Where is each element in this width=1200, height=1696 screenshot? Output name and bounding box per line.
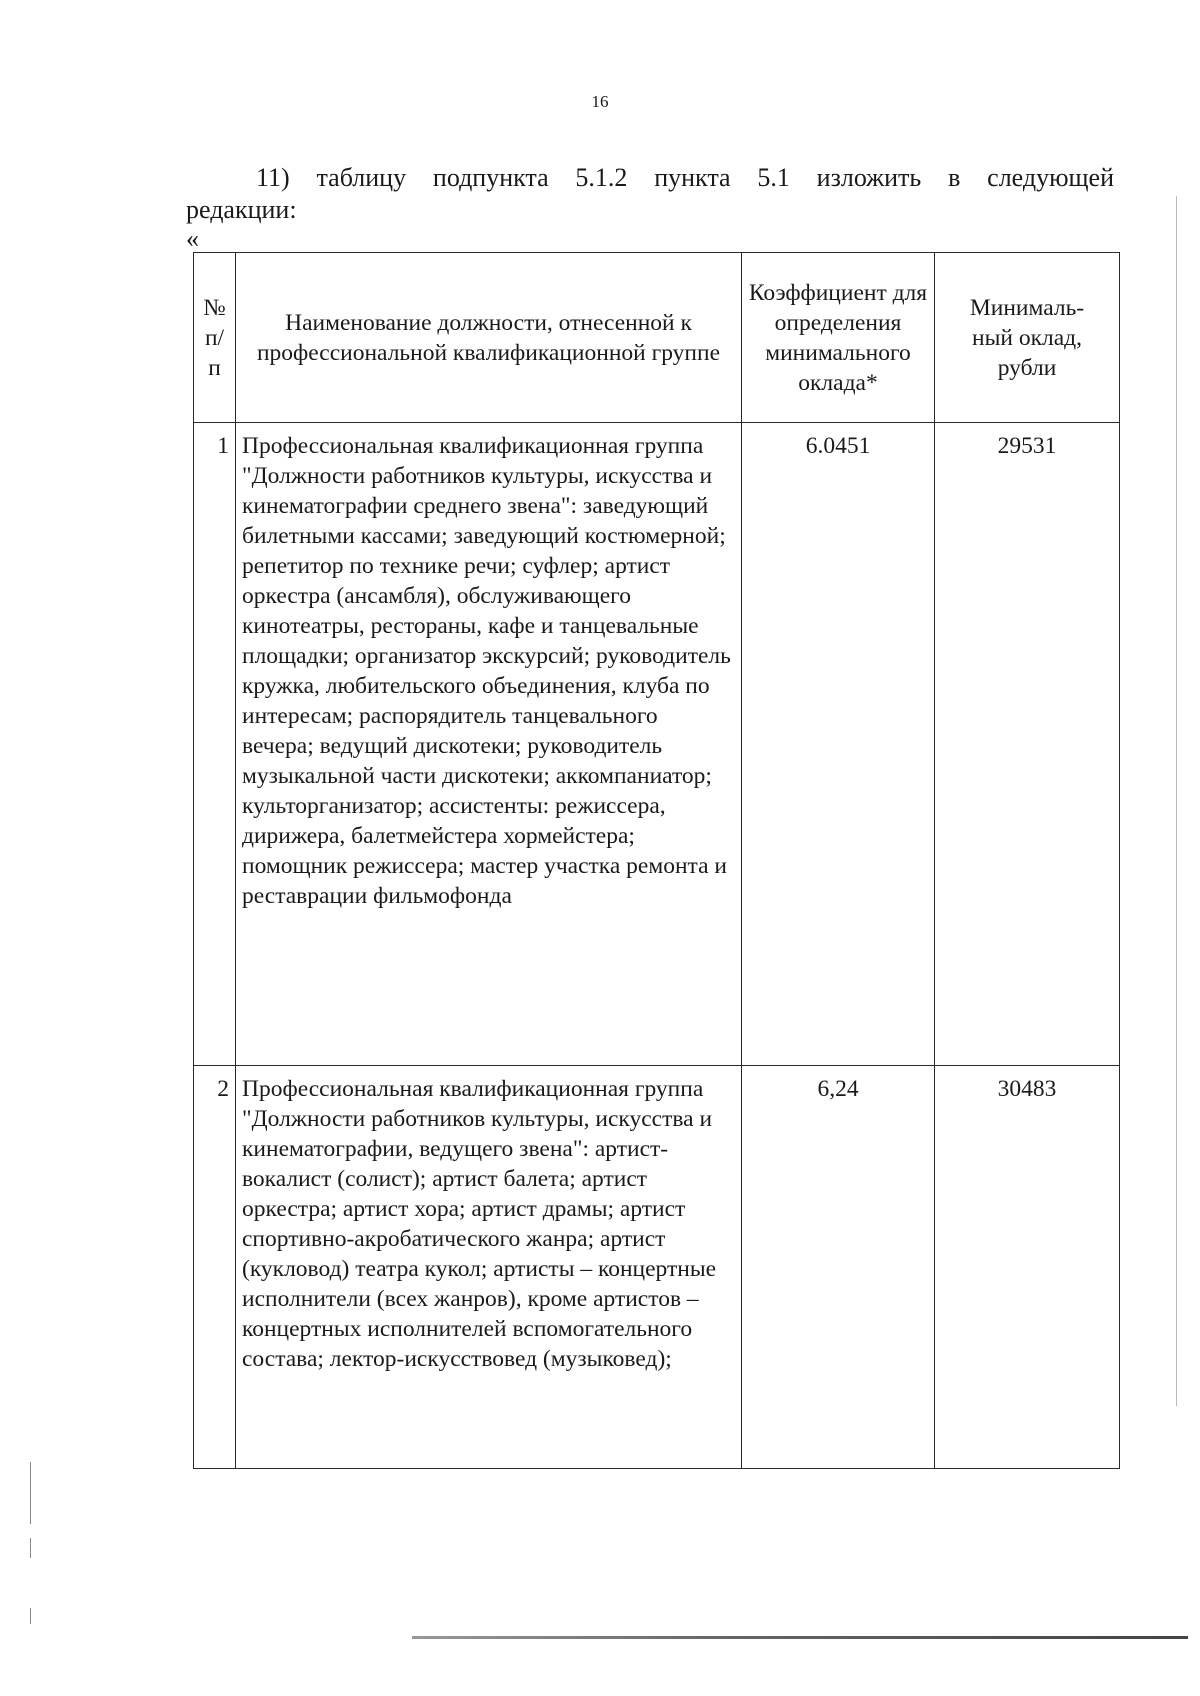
row-number: 2 xyxy=(194,1066,236,1469)
table-row xyxy=(194,423,1120,1066)
table-row xyxy=(194,1066,1120,1469)
header-num: № п/п xyxy=(194,253,236,423)
page-number: 16 xyxy=(591,92,609,111)
header-name: Наименование должности, отнесенной к профессиональной квалификационной группе xyxy=(236,253,742,423)
header-coefficient: Коэффициент для определения минимального оклада* xyxy=(742,253,935,423)
scan-margin-line xyxy=(30,1538,31,1558)
row-position-name: Профессиональная квалификационная группа "Должности работников культуры, искусства и кинематографии, ведущего звена": артист-вокалист (солист); артист балета; артист оркестра; артист хора; артист драмы; артист спортивно-акробатического жанра; артист (кукловод) театра кукол; артисты – концертные исполнители (всех жанров), кроме артистов – концертных исполнителей вспомогательного состава; лектор-искусствовед (музыковед); xyxy=(236,1066,742,1469)
intro-line-2: редакции: xyxy=(186,195,297,224)
table-header-row xyxy=(194,253,1120,423)
scan-margin-line xyxy=(30,1462,31,1524)
row-salary: 30483 xyxy=(935,1066,1120,1469)
row-position-name: Профессиональная квалификационная группа "Должности работников культуры, искусства и кинематографии среднего звена": заведующий билетными кассами; заведующий костюмерной; репетитор по технике речи; суфлер; артист оркестра (ансамбля), обслуживающего кинотеатры, рестораны, кафе и танцевальные площадки; организатор экскурсий; руководитель кружка, любительского объединения, клуба по интересам; распорядитель танцевального вечера; ведущий дискотеки; руководитель музыкальной части дискотеки; аккомпаниатор; культорганизатор; ассистенты: режиссера, дирижера, балетмейстера хормейстера; помощник режиссера; мастер участка ремонта и реставрации фильмофонда xyxy=(236,423,742,1066)
scan-margin-line xyxy=(30,1608,31,1624)
row-coefficient: 6,24 xyxy=(742,1066,935,1469)
row-salary: 29531 xyxy=(935,423,1120,1066)
scan-bottom-line xyxy=(412,1636,1188,1639)
positions-table xyxy=(193,252,1120,1469)
open-quote: « xyxy=(186,224,199,253)
intro-line-1: 11) таблицу подпункта 5.1.2 пункта 5.1 изложить в следующей xyxy=(256,163,1114,192)
row-coefficient: 6.0451 xyxy=(742,423,935,1066)
scan-margin-line xyxy=(1176,196,1177,1406)
row-number: 1 xyxy=(194,423,236,1066)
header-salary: Минималь-ный оклад, рубли xyxy=(935,253,1120,423)
